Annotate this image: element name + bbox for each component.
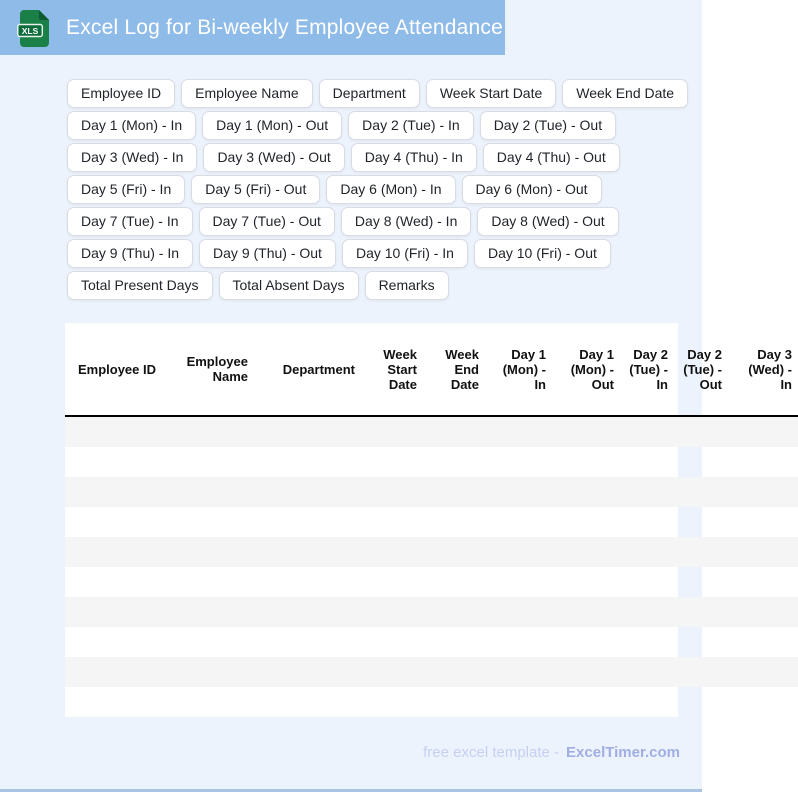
chip-row (67, 207, 686, 236)
empty-data-row (65, 597, 798, 627)
field-chip: Total Absent Days (219, 271, 359, 300)
field-chip: Total Present Days (67, 271, 213, 300)
empty-cell (65, 567, 798, 597)
field-chip: Day 3 (Wed) - Out (203, 143, 344, 172)
attendance-table-header (65, 323, 798, 416)
empty-cell (65, 477, 798, 507)
footer (0, 744, 702, 761)
field-chip: Day 5 (Fri) - In (67, 175, 185, 204)
xls-badge-label: XLS (21, 25, 39, 36)
field-chip: Day 2 (Tue) - Out (480, 111, 616, 140)
empty-cell (65, 507, 798, 537)
field-chip: Day 4 (Thu) - Out (483, 143, 620, 172)
empty-cell (65, 687, 798, 717)
field-chip: Day 8 (Wed) - Out (477, 207, 618, 236)
empty-data-row (65, 507, 798, 537)
field-chip: Employee Name (181, 79, 313, 108)
attendance-table (65, 323, 798, 717)
attendance-table-body (65, 416, 798, 717)
page-title: Excel Log for Bi-weekly Employee Attendance (66, 15, 503, 39)
chip-row (67, 271, 686, 300)
chip-row (67, 111, 686, 140)
empty-cell (65, 447, 798, 477)
column-header: Day 2 (Tue) - In (620, 323, 674, 416)
column-header: Department (254, 323, 361, 416)
attendance-table-container (65, 323, 792, 717)
empty-cell (65, 537, 798, 567)
empty-data-row (65, 477, 798, 507)
empty-data-row (65, 537, 798, 567)
empty-cell (65, 627, 798, 657)
field-chip: Day 5 (Fri) - Out (191, 175, 320, 204)
field-chip: Day 9 (Thu) - Out (199, 239, 336, 268)
column-header: Day 2 (Tue) - Out (674, 323, 728, 416)
field-chip-list (67, 79, 686, 300)
column-header: Week End Date (423, 323, 485, 416)
chip-row (67, 239, 686, 268)
chip-row (67, 79, 686, 108)
field-chip: Day 4 (Thu) - In (351, 143, 477, 172)
field-chip: Day 1 (Mon) - In (67, 111, 196, 140)
field-chip: Day 2 (Tue) - In (348, 111, 474, 140)
field-chip: Day 3 (Wed) - In (67, 143, 197, 172)
field-chip: Day 7 (Tue) - Out (199, 207, 335, 236)
field-chip: Day 9 (Thu) - In (67, 239, 193, 268)
footer-text: free excel template - (423, 744, 560, 761)
field-chip: Day 10 (Fri) - In (342, 239, 468, 268)
empty-data-row (65, 567, 798, 597)
header-bar (0, 0, 505, 55)
field-chip: Employee ID (67, 79, 175, 108)
field-chip: Day 6 (Mon) - In (326, 175, 455, 204)
field-chip: Day 7 (Tue) - In (67, 207, 193, 236)
chip-row (67, 143, 686, 172)
footer-brand-link[interactable]: ExcelTimer.com (566, 744, 680, 761)
field-chip: Week Start Date (426, 79, 556, 108)
column-header: Day 3 (Wed) - In (728, 323, 798, 416)
field-chip: Day 1 (Mon) - Out (202, 111, 342, 140)
field-chip: Day 6 (Mon) - Out (462, 175, 602, 204)
empty-cell (65, 416, 798, 447)
field-chip: Department (319, 79, 420, 108)
column-header: Employee ID (65, 323, 162, 416)
empty-data-row (65, 416, 798, 447)
xls-file-icon (17, 8, 51, 48)
chip-row (67, 175, 686, 204)
field-chip: Remarks (365, 271, 449, 300)
empty-data-row (65, 627, 798, 657)
header-row (65, 323, 798, 416)
empty-data-row (65, 687, 798, 717)
field-chip: Day 8 (Wed) - In (341, 207, 471, 236)
column-header: Employee Name (162, 323, 254, 416)
field-chip: Day 10 (Fri) - Out (474, 239, 611, 268)
column-header: Day 1 (Mon) - In (485, 323, 552, 416)
empty-data-row (65, 657, 798, 687)
empty-cell (65, 657, 798, 687)
empty-data-row (65, 447, 798, 477)
column-header: Week Start Date (361, 323, 423, 416)
field-chip: Week End Date (562, 79, 688, 108)
column-header: Day 1 (Mon) - Out (552, 323, 620, 416)
empty-cell (65, 597, 798, 627)
